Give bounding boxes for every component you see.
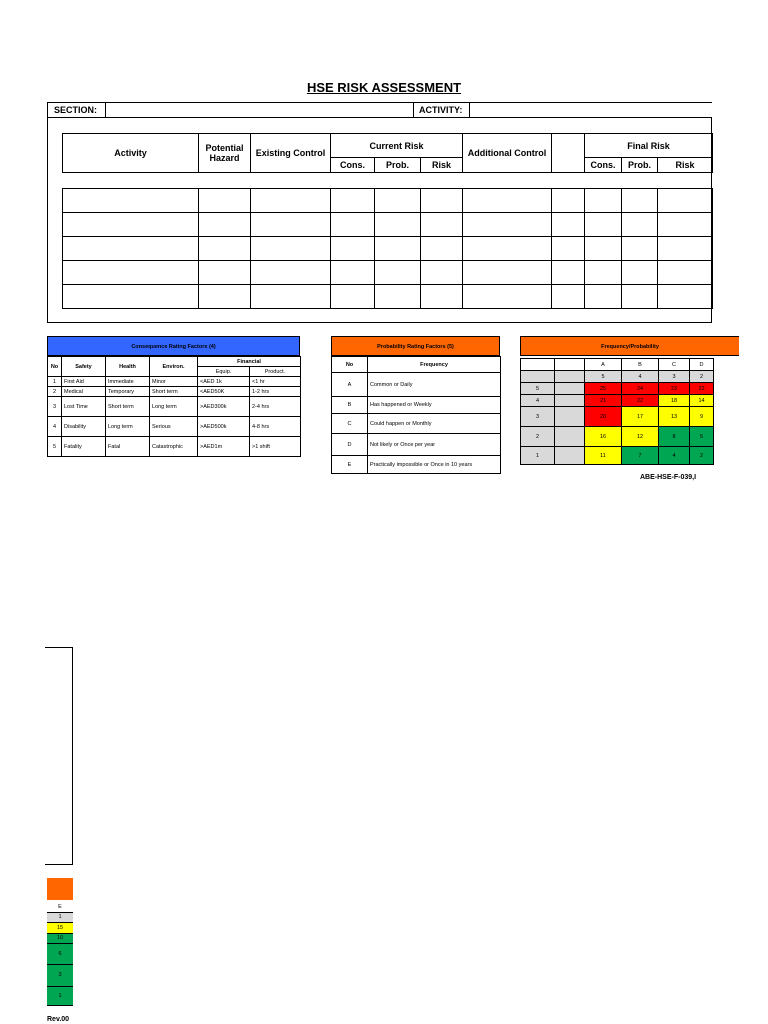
risk-header-table bbox=[62, 133, 713, 173]
col-final-risk: Final Risk bbox=[585, 134, 713, 158]
risk-row bbox=[63, 189, 713, 213]
matrix-cell: 13 bbox=[659, 407, 690, 427]
consequence-cell: >AED1m bbox=[198, 437, 250, 457]
matrix-cell: 11 bbox=[585, 447, 622, 465]
probability-table bbox=[331, 356, 501, 474]
consequence-cell: 1 bbox=[48, 377, 62, 387]
risk-cell[interactable] bbox=[622, 189, 658, 213]
risk-cell[interactable] bbox=[331, 189, 375, 213]
final-prob: Prob. bbox=[622, 158, 658, 173]
matrix-cell: 18 bbox=[659, 395, 690, 407]
consequence-row bbox=[48, 387, 301, 397]
consequence-cell: Immediate bbox=[106, 377, 150, 387]
risk-cell[interactable] bbox=[375, 285, 421, 309]
side-bracket bbox=[45, 647, 73, 865]
probability-cell: B bbox=[332, 397, 368, 414]
probability-cell: E bbox=[332, 456, 368, 474]
risk-cell[interactable] bbox=[658, 261, 713, 285]
spill-orange-header bbox=[47, 878, 73, 900]
risk-cell[interactable] bbox=[658, 237, 713, 261]
matrix-cell: 16 bbox=[585, 427, 622, 447]
risk-cell[interactable] bbox=[63, 261, 199, 285]
consequence-cell: Long term bbox=[150, 397, 198, 417]
risk-cell[interactable] bbox=[463, 285, 552, 309]
matrix-col-number: 3 bbox=[659, 371, 690, 383]
col-existing-control: Existing Control bbox=[251, 134, 331, 173]
matrix-cell: 17 bbox=[622, 407, 659, 427]
risk-cell[interactable] bbox=[199, 261, 251, 285]
matrix-cell: 25 bbox=[585, 383, 622, 395]
matrix-corner bbox=[521, 371, 555, 383]
revision-label: Rev.00 bbox=[47, 1016, 70, 1023]
risk-cell[interactable] bbox=[421, 285, 463, 309]
matrix-col-number: 5 bbox=[585, 371, 622, 383]
matrix-cell: 9 bbox=[690, 407, 714, 427]
risk-cell[interactable] bbox=[375, 261, 421, 285]
risk-row bbox=[63, 237, 713, 261]
risk-cell[interactable] bbox=[622, 237, 658, 261]
matrix-cell: 4 bbox=[659, 447, 690, 465]
risk-cell[interactable] bbox=[585, 261, 622, 285]
risk-cell[interactable] bbox=[199, 189, 251, 213]
risk-cell[interactable] bbox=[63, 213, 199, 237]
consequence-row bbox=[48, 417, 301, 437]
risk-cell[interactable] bbox=[421, 189, 463, 213]
consequence-cell: First Aid bbox=[62, 377, 106, 387]
consequence-cell: Medical bbox=[62, 387, 106, 397]
risk-cell[interactable] bbox=[552, 261, 585, 285]
consequence-cell: Disability bbox=[62, 417, 106, 437]
risk-cell[interactable] bbox=[658, 189, 713, 213]
section-label: SECTION: bbox=[48, 103, 106, 117]
risk-row bbox=[63, 261, 713, 285]
probability-cell: D bbox=[332, 434, 368, 456]
probability-title: Probability Rating Factors (5) bbox=[331, 336, 500, 356]
risk-cell[interactable] bbox=[199, 237, 251, 261]
document-code: ABE-HSE-F-039,I bbox=[640, 474, 697, 481]
matrix-corner bbox=[521, 359, 555, 371]
risk-cell[interactable] bbox=[251, 189, 331, 213]
risk-cell[interactable] bbox=[552, 237, 585, 261]
risk-cell[interactable] bbox=[251, 285, 331, 309]
prob-h-no: No bbox=[332, 357, 368, 373]
risk-cell[interactable] bbox=[63, 237, 199, 261]
risk-cell[interactable] bbox=[331, 237, 375, 261]
probability-cell: Could happen or Monthly bbox=[368, 414, 501, 434]
cons-h-environ: Environ. bbox=[150, 357, 198, 377]
activity-label: ACTIVITY: bbox=[414, 103, 470, 117]
col-blank bbox=[552, 134, 585, 173]
matrix-cell: 5 bbox=[690, 427, 714, 447]
matrix-row-spacer bbox=[555, 427, 585, 447]
risk-cell[interactable] bbox=[585, 213, 622, 237]
risk-cell[interactable] bbox=[552, 189, 585, 213]
spill-cell: E bbox=[47, 903, 73, 913]
matrix-cell: 20 bbox=[585, 407, 622, 427]
consequence-row bbox=[48, 397, 301, 417]
probability-cell: C bbox=[332, 414, 368, 434]
consequence-cell: 1-2 hrs bbox=[250, 387, 301, 397]
spill-cell: 1 bbox=[47, 913, 73, 923]
spill-column bbox=[47, 903, 73, 1006]
matrix-row-spacer bbox=[555, 383, 585, 395]
probability-cell: Practically impossible or Once in 10 years bbox=[368, 456, 501, 474]
matrix-row-label: 1 bbox=[521, 447, 555, 465]
spill-cell: 10 bbox=[47, 934, 73, 944]
risk-cell[interactable] bbox=[622, 213, 658, 237]
matrix-cell: 23 bbox=[659, 383, 690, 395]
risk-cell[interactable] bbox=[251, 213, 331, 237]
matrix-letter-row bbox=[521, 359, 714, 371]
risk-cell[interactable] bbox=[658, 213, 713, 237]
cons-h-health: Health bbox=[106, 357, 150, 377]
risk-cell[interactable] bbox=[199, 213, 251, 237]
risk-cell[interactable] bbox=[375, 189, 421, 213]
risk-cell[interactable] bbox=[463, 213, 552, 237]
matrix-number-row bbox=[521, 371, 714, 383]
matrix-cell: 8 bbox=[659, 427, 690, 447]
risk-cell[interactable] bbox=[199, 285, 251, 309]
final-risk: Risk bbox=[658, 158, 713, 173]
matrix-corner bbox=[555, 359, 585, 371]
matrix-col-letter: D bbox=[690, 359, 714, 371]
risk-cell[interactable] bbox=[585, 237, 622, 261]
probability-row bbox=[332, 373, 501, 397]
risk-cell[interactable] bbox=[63, 285, 199, 309]
consequence-title: Consequence Rating Factors (4) bbox=[47, 336, 300, 356]
risk-row bbox=[63, 285, 713, 309]
probability-cell: Has happened or Weekly bbox=[368, 397, 501, 414]
matrix-title: Frequency/Probability bbox=[520, 336, 739, 356]
matrix-row bbox=[521, 395, 714, 407]
current-cons: Cons. bbox=[331, 158, 375, 173]
risk-cell[interactable] bbox=[463, 237, 552, 261]
activity-field[interactable] bbox=[470, 103, 713, 117]
matrix-row-spacer bbox=[555, 447, 585, 465]
consequence-cell: 5 bbox=[48, 437, 62, 457]
risk-cell[interactable] bbox=[463, 189, 552, 213]
risk-cell[interactable] bbox=[63, 189, 199, 213]
matrix-col-number: 2 bbox=[690, 371, 714, 383]
cons-h-safety: Safety bbox=[62, 357, 106, 377]
col-potential-hazard: Potential Hazard bbox=[199, 134, 251, 173]
consequence-cell: <AED 1k bbox=[198, 377, 250, 387]
matrix-cell: 14 bbox=[690, 395, 714, 407]
consequence-cell: Fatality bbox=[62, 437, 106, 457]
risk-cell[interactable] bbox=[421, 213, 463, 237]
risk-cell[interactable] bbox=[421, 237, 463, 261]
matrix-row bbox=[521, 427, 714, 447]
matrix-cell: 22 bbox=[690, 383, 714, 395]
risk-cell[interactable] bbox=[375, 237, 421, 261]
risk-matrix bbox=[520, 358, 714, 465]
consequence-cell: Long term bbox=[106, 417, 150, 437]
risk-cell[interactable] bbox=[585, 189, 622, 213]
section-field[interactable] bbox=[106, 103, 414, 117]
risk-cell[interactable] bbox=[463, 261, 552, 285]
risk-cell[interactable] bbox=[552, 285, 585, 309]
probability-cell: A bbox=[332, 373, 368, 397]
matrix-row-spacer bbox=[555, 395, 585, 407]
final-cons: Cons. bbox=[585, 158, 622, 173]
prob-h-frequency: Frequency bbox=[368, 357, 501, 373]
consequence-cell: Temporary bbox=[106, 387, 150, 397]
risk-cell[interactable] bbox=[251, 261, 331, 285]
matrix-row bbox=[521, 407, 714, 427]
consequence-cell: >AED300k bbox=[198, 397, 250, 417]
risk-cell[interactable] bbox=[375, 213, 421, 237]
probability-row bbox=[332, 456, 501, 474]
cons-h-equip: Equip. bbox=[198, 367, 250, 377]
consequence-cell: Catastrophic bbox=[150, 437, 198, 457]
matrix-cell: 2 bbox=[690, 447, 714, 465]
probability-row bbox=[332, 434, 501, 456]
matrix-row bbox=[521, 383, 714, 395]
risk-cell[interactable] bbox=[421, 261, 463, 285]
risk-cell[interactable] bbox=[622, 261, 658, 285]
risk-cell[interactable] bbox=[622, 285, 658, 309]
probability-cell: Common or Daily bbox=[368, 373, 501, 397]
current-prob: Prob. bbox=[375, 158, 421, 173]
cons-h-financial: Financial bbox=[198, 357, 301, 367]
matrix-row-spacer bbox=[555, 407, 585, 427]
probability-row bbox=[332, 414, 501, 434]
consequence-cell: Lost Time bbox=[62, 397, 106, 417]
matrix-cell: 21 bbox=[585, 395, 622, 407]
consequence-cell: >AED500k bbox=[198, 417, 250, 437]
probability-cell: Not likely or Once per year bbox=[368, 434, 501, 456]
matrix-col-number: 4 bbox=[622, 371, 659, 383]
col-additional-control: Additional Control bbox=[463, 134, 552, 173]
section-activity-row bbox=[47, 102, 712, 118]
col-activity: Activity bbox=[63, 134, 199, 173]
matrix-row-label: 2 bbox=[521, 427, 555, 447]
spill-cell: 1 bbox=[47, 987, 73, 1006]
risk-body-table bbox=[62, 188, 713, 309]
cons-h-no: No bbox=[48, 357, 62, 377]
matrix-col-letter: B bbox=[622, 359, 659, 371]
spill-cell: 3 bbox=[47, 965, 73, 987]
consequence-cell: <AED50K bbox=[198, 387, 250, 397]
consequence-cell: Short term bbox=[150, 387, 198, 397]
risk-cell[interactable] bbox=[552, 213, 585, 237]
consequence-row bbox=[48, 437, 301, 457]
matrix-row-label: 4 bbox=[521, 395, 555, 407]
consequence-cell: 2-4 hrs bbox=[250, 397, 301, 417]
spill-cell: 6 bbox=[47, 944, 73, 965]
risk-cell[interactable] bbox=[658, 285, 713, 309]
col-current-risk: Current Risk bbox=[331, 134, 463, 158]
matrix-row-label: 5 bbox=[521, 383, 555, 395]
risk-cell[interactable] bbox=[251, 237, 331, 261]
matrix-cell: 7 bbox=[622, 447, 659, 465]
matrix-row bbox=[521, 447, 714, 465]
consequence-row bbox=[48, 377, 301, 387]
consequence-cell: 3 bbox=[48, 397, 62, 417]
consequence-cell: 4 bbox=[48, 417, 62, 437]
consequence-cell: >1 shift bbox=[250, 437, 301, 457]
page-title: HSE RISK ASSESSMENT bbox=[306, 80, 462, 95]
consequence-cell: Serious bbox=[150, 417, 198, 437]
spill-cell: 15 bbox=[47, 923, 73, 934]
matrix-corner bbox=[555, 371, 585, 383]
matrix-cell: 12 bbox=[622, 427, 659, 447]
consequence-table bbox=[47, 356, 301, 457]
consequence-cell: Short term bbox=[106, 397, 150, 417]
risk-cell[interactable] bbox=[331, 285, 375, 309]
matrix-col-letter: C bbox=[659, 359, 690, 371]
risk-cell[interactable] bbox=[585, 285, 622, 309]
consequence-cell: <1 hr bbox=[250, 377, 301, 387]
consequence-cell: 4-8 hrs bbox=[250, 417, 301, 437]
risk-cell[interactable] bbox=[331, 261, 375, 285]
consequence-cell: 2 bbox=[48, 387, 62, 397]
matrix-cell: 22 bbox=[622, 395, 659, 407]
matrix-cell: 24 bbox=[622, 383, 659, 395]
risk-row bbox=[63, 213, 713, 237]
matrix-row-label: 3 bbox=[521, 407, 555, 427]
matrix-col-letter: A bbox=[585, 359, 622, 371]
probability-row bbox=[332, 397, 501, 414]
consequence-cell: Minor bbox=[150, 377, 198, 387]
current-risk: Risk bbox=[421, 158, 463, 173]
cons-h-product: Product. bbox=[250, 367, 301, 377]
consequence-cell: Fatal bbox=[106, 437, 150, 457]
risk-cell[interactable] bbox=[331, 213, 375, 237]
